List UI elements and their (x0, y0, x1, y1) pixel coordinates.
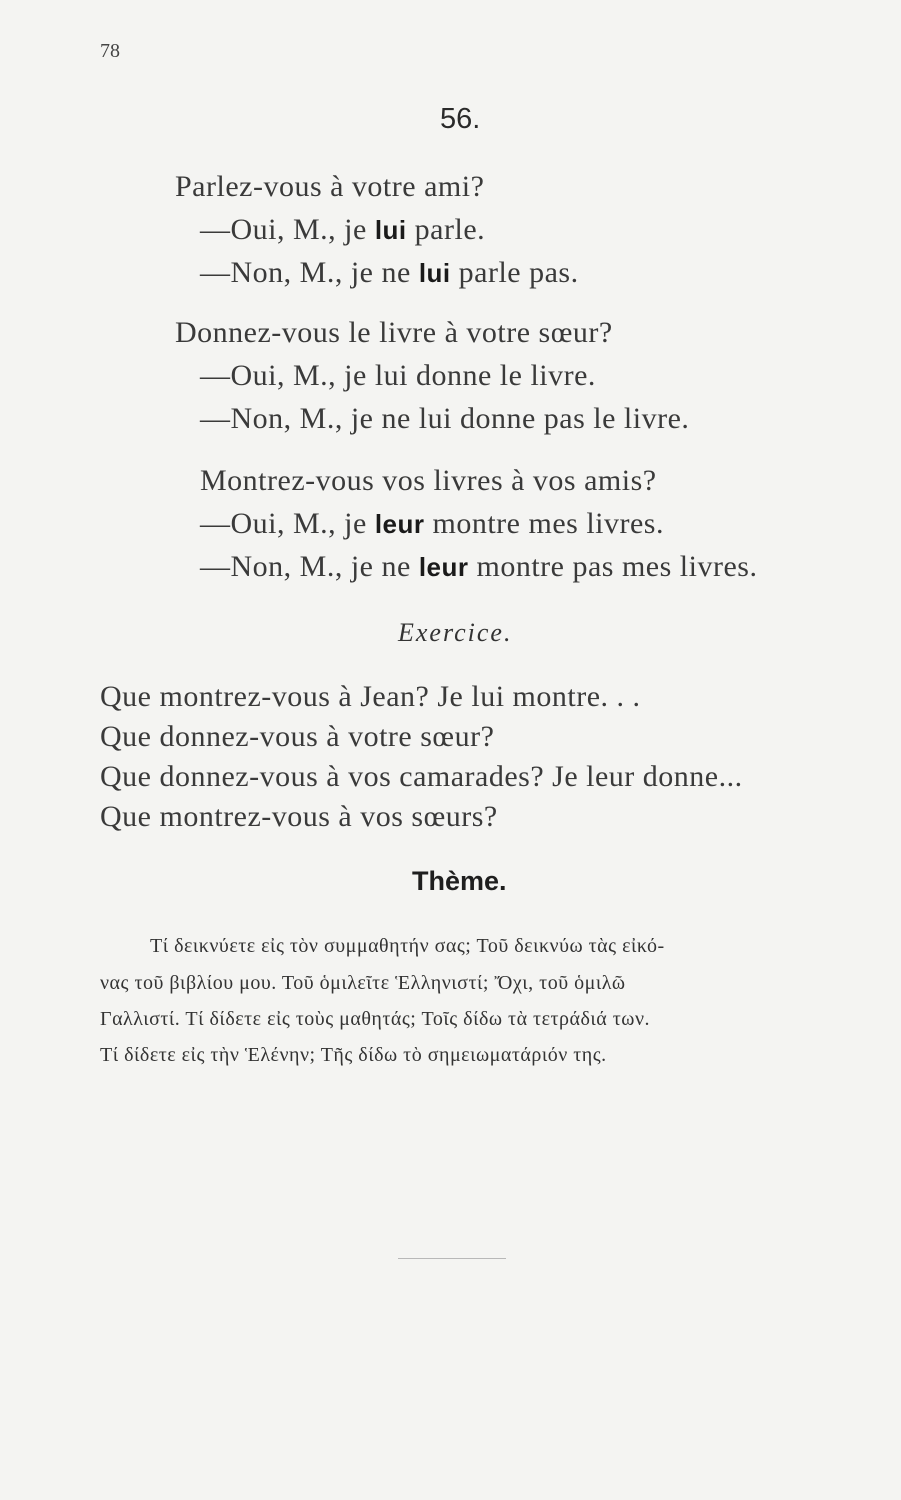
exercise-line-3: Que donnez-vous à vos camarades? Je leur donne... (100, 760, 743, 793)
dialogue-2-no (200, 402, 689, 436)
dialogue-3-no (200, 550, 757, 584)
exercise-line-1: Que montrez-vous à Jean? Je lui montre. . . (100, 680, 641, 713)
dialogue-text: parle. (406, 213, 486, 246)
dialogue-text: —Non, M., je ne (200, 550, 419, 583)
dialogue-text: —Non, M., je ne (200, 256, 419, 289)
theme-line-4: Τί δίδετε εἰς τὴν Ἑλένην; Τῆς δίδω τὸ σημειωματάριόν της. (100, 1044, 607, 1066)
dialogue-3-yes (200, 507, 664, 541)
dialogue-text: montre pas mes livres. (468, 550, 758, 583)
theme-line-1: Τί δεικνύετε εἰς τὸν συμμαθητήν σας; Τοῦ δεικνύω τὰς εἰκό- (150, 935, 665, 957)
dialogue-1-no (200, 256, 579, 290)
dialogue-2-question: Donnez-vous le livre à votre sœur? (175, 316, 613, 349)
dialogue-1-yes (200, 213, 485, 247)
lesson-number: 56. (440, 103, 481, 135)
theme-line-2: νας τοῦ βιβλίου μου. Τοῦ ὁμιλεῖτε Ἑλληνιστί; Ὄχι, τοῦ ὁμιλῶ (100, 972, 626, 994)
theme-line-3: Γαλλιστί. Τί δίδετε εἰς τοὺς μαθητάς; Τοῖς δίδω τὰ τετράδιά των. (100, 1008, 651, 1030)
dialogue-2-yes (200, 359, 596, 393)
pronoun-keyword: leur (418, 552, 469, 582)
pronoun-keyword: lui (418, 258, 451, 288)
pronoun-keyword: lui (374, 215, 407, 245)
dialogue-text: —Oui, M., je (200, 213, 375, 246)
theme-heading: Thème. (412, 866, 507, 896)
bottom-divider (398, 1258, 506, 1259)
exercise-line-2: Que donnez-vous à votre sœur? (100, 720, 495, 753)
dialogue-text: parle pas. (450, 256, 579, 289)
dialogue-text: —Oui, M., je lui donne le livre. (200, 359, 596, 392)
exercise-heading: Exercice. (398, 618, 513, 647)
pronoun-keyword: leur (374, 509, 425, 539)
dialogue-3-question: Montrez-vous vos livres à vos amis? (200, 464, 657, 497)
page-number: 78 (100, 40, 120, 62)
dialogue-text: —Oui, M., je (200, 507, 375, 540)
exercise-line-4: Que montrez-vous à vos sœurs? (100, 800, 498, 833)
dialogue-text: —Non, M., je ne lui donne pas le livre. (200, 402, 690, 435)
dialogue-text: montre mes livres. (424, 507, 664, 540)
dialogue-1-question: Parlez-vous à votre ami? (175, 170, 485, 203)
